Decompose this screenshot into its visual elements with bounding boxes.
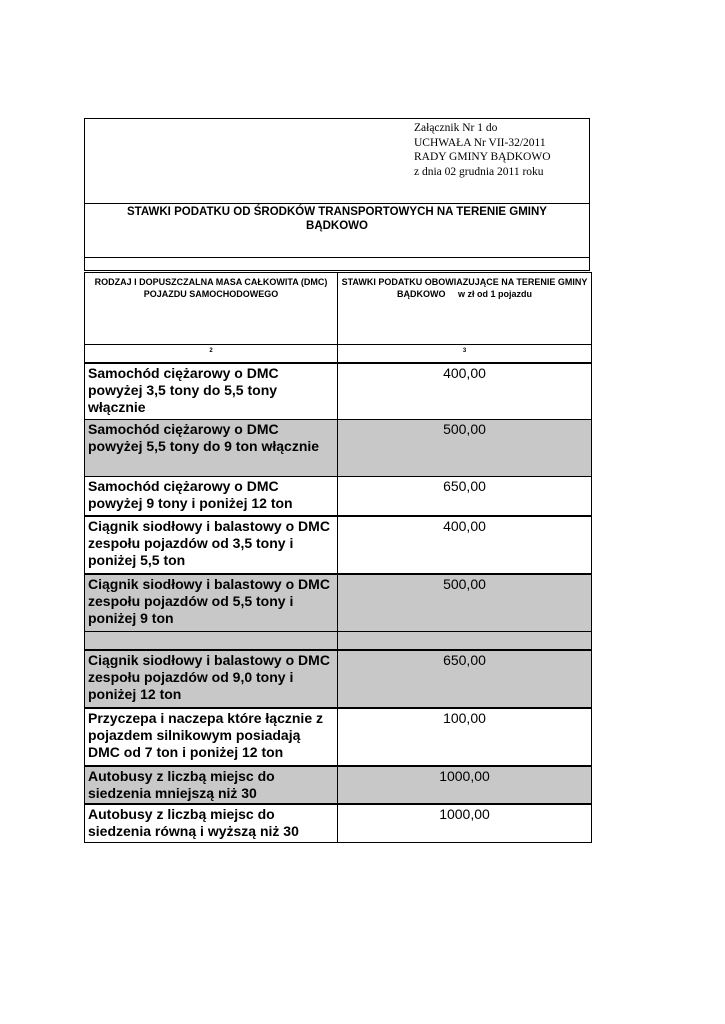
- header-frame: [84, 118, 590, 271]
- tax-rate-value: 1000,00: [338, 804, 592, 843]
- attachment-line-4: z dnia 02 grudnia 2011 roku: [414, 165, 544, 178]
- attachment-note: [414, 121, 551, 179]
- table-row: [85, 766, 592, 804]
- empty-row: [85, 632, 592, 650]
- divider: [85, 257, 589, 258]
- column-number-row: [85, 345, 592, 363]
- table-row: [85, 708, 592, 766]
- header-tax-rate: [338, 273, 592, 345]
- table-row: [85, 516, 592, 574]
- table-row: [85, 477, 592, 516]
- vehicle-description: Autobusy z liczbą miejsc do siedzenia mniejszą niż 30: [85, 766, 338, 804]
- column-number-2: 2: [85, 345, 338, 363]
- tax-rate-value: 650,00: [338, 650, 592, 708]
- document-title: STAWKI PODATKU OD ŚRODKÓW TRANSPORTOWYCH NA TERENIE GMINY BĄDKOWO: [127, 206, 547, 232]
- tax-rate-value: 500,00: [338, 574, 592, 632]
- vehicle-description: Samochód ciężarowy o DMC powyżej 5,5 tony do 9 ton włącznie: [85, 420, 338, 477]
- tax-rate-value: 650,00: [338, 477, 592, 516]
- vehicle-description: Ciągnik siodłowy i balastowy o DMC zespołu pojazdów od 5,5 tony i poniżej 9 ton: [85, 574, 338, 632]
- divider: [85, 203, 589, 204]
- tax-rate-value: 400,00: [338, 363, 592, 420]
- header-tax-rate-label: STAWKI PODATKU OBOWIAZUJĄCE NA TERENIE GMINY BĄDKOWO: [341, 277, 588, 299]
- table-row: [85, 420, 592, 477]
- vehicle-description: Samochód ciężarowy o DMC powyżej 9 tony i poniżej 12 ton: [85, 477, 338, 516]
- tax-rate-value: 500,00: [338, 420, 592, 477]
- table-row: [85, 804, 592, 843]
- table-row: [85, 574, 592, 632]
- attachment-line-1: Załącznik Nr 1 do: [414, 122, 498, 134]
- attachment-line-2: UCHWAŁA Nr VII-32/2011: [414, 136, 546, 149]
- tax-rate-value: 1000,00: [338, 766, 592, 804]
- column-number-3: 3: [338, 345, 592, 363]
- table-header-row: [85, 273, 592, 345]
- header-vehicle-type-label: RODZAJ I DOPUSZCZALNA MASA CAŁKOWITA (DMC) POJAZDU SAMOCHODOWEGO: [94, 277, 328, 299]
- empty-cell: [338, 632, 592, 650]
- header-vehicle-type: [85, 273, 338, 345]
- tax-rates-table: [84, 272, 592, 843]
- header-tax-rate-unit: w zł od 1 pojazdu: [458, 289, 532, 299]
- empty-cell: [85, 632, 338, 650]
- vehicle-description: Samochód ciężarowy o DMC powyżej 3,5 tony do 5,5 tony włącznie: [85, 363, 338, 420]
- table-row: [85, 650, 592, 708]
- vehicle-description: Ciągnik siodłowy i balastowy o DMC zespołu pojazdów od 3,5 tony i poniżej 5,5 ton: [85, 516, 338, 574]
- vehicle-description: Ciągnik siodłowy i balastowy o DMC zespołu pojazdów od 9,0 tony i poniżej 12 ton: [85, 650, 338, 708]
- tax-rate-value: 400,00: [338, 516, 592, 574]
- vehicle-description: Autobusy z liczbą miejsc do siedzenia równą i wyższą niż 30: [85, 804, 338, 843]
- tax-rate-value: 100,00: [338, 708, 592, 766]
- table-row: [85, 363, 592, 420]
- attachment-line-3: RADY GMINY BĄDKOWO: [414, 151, 551, 163]
- vehicle-description: Przyczepa i naczepa które łącznie z pojazdem silnikowym posiadają DMC od 7 ton i poniżej 12 ton: [85, 708, 338, 766]
